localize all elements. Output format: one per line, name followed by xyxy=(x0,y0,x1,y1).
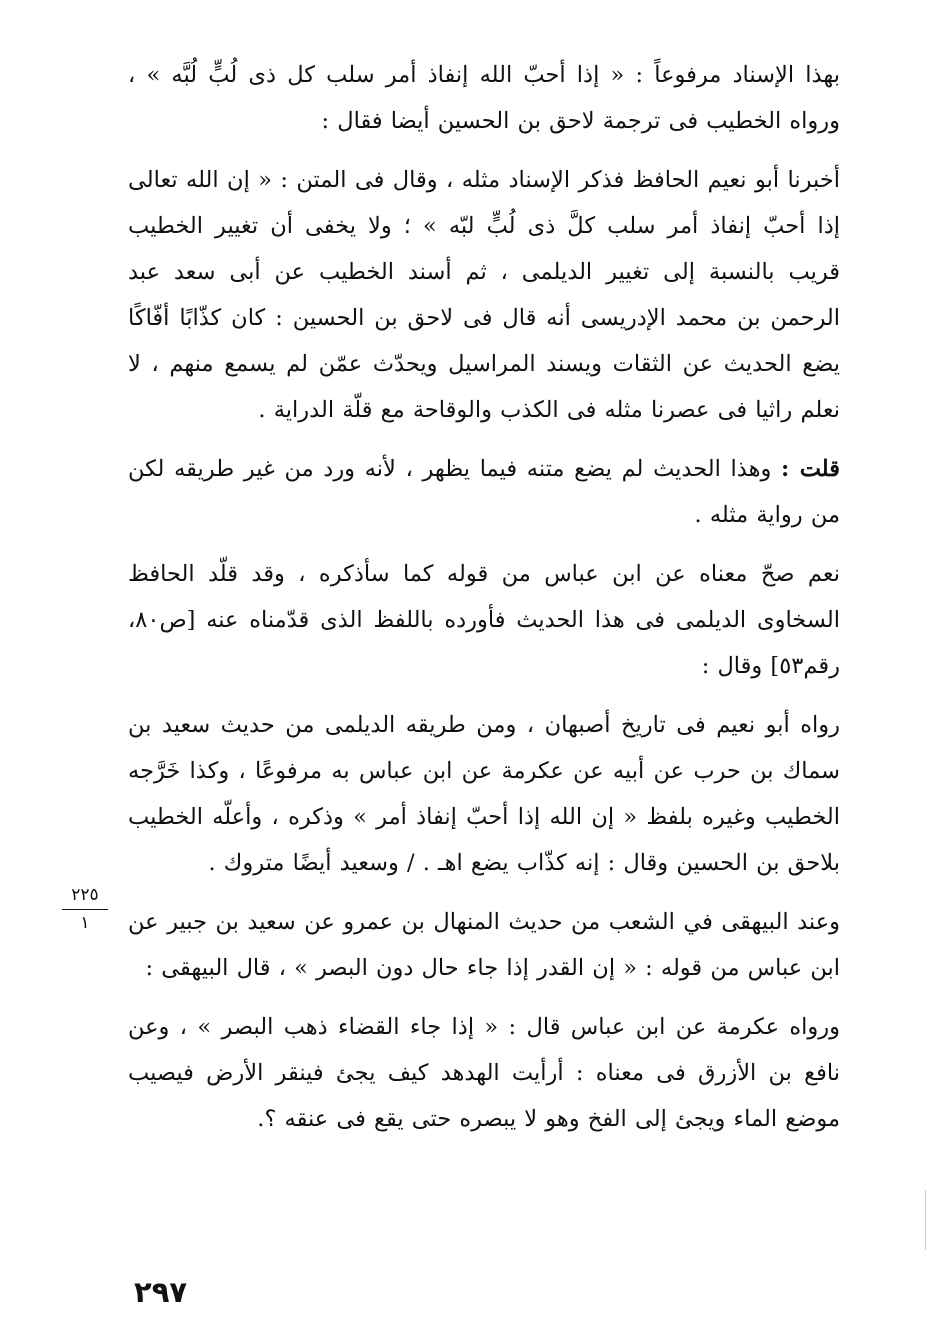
paragraph-text: وعند البيهقى في الشعب من حديث المنهال بن عمرو عن سعيد بن جبير عن ابن عباس من قوله : « إن القدر إذا جاء حال دون البصر » ، قال البيهقى : xyxy=(128,909,840,981)
margin-reference xyxy=(62,884,108,934)
margin-reference-rule xyxy=(62,909,108,910)
paragraph xyxy=(128,1004,840,1142)
paragraph-text: وهذا الحديث لم يضع متنه فيما يظهر ، لأنه ورد من غير طريقه لكن من رواية مثله . xyxy=(128,456,840,528)
paragraph xyxy=(128,52,840,144)
paragraph-text: بهذا الإسناد مرفوعاً : « إذا أحبّ الله إنفاذ أمر سلب كل ذى لُبٍّ لُبَّه » ، ورواه الخطيب فى ترجمة لاحق بن الحسين أيضا فقال : xyxy=(128,62,840,134)
paragraph-lead: قلت : xyxy=(781,456,840,482)
paragraph xyxy=(128,157,840,433)
paragraph-text: نعم صحّ معناه عن ابن عباس من قوله كما سأذكره ، وقد قلّد الحافظ السخاوى الديلمى فى هذا الحديث فأورده باللفظ الذى قدّمناه عنه [ص٨٠، رقم٥٣] وقال : xyxy=(128,561,840,679)
paragraph-text: أخبرنا أبو نعيم الحافظ فذكر الإسناد مثله ، وقال فى المتن : « إن الله تعالى إذا أحبّ إنفاذ أمر سلب كلَّ ذى لُبٍّ لبّه » ؛ ولا يخفى أن تغيير الخطيب قريب بالنسبة إلى تغيير الديلمى ، ثم أسند الخطيب عن أبى سعد عبد الرحمن بن محمد الإدريسى أنه قال فى لاحق بن الحسين : كان كذّابًا أفّاكًا يضع الحديث عن الثقات ويسند المراسيل ويحدّث عمّن لم يسمع منهم ، لا نعلم راثيا فى عصرنا مثله فى الكذب والوقاحة مع قلّة الدراية . xyxy=(128,167,840,423)
paragraph xyxy=(128,899,840,991)
paragraph xyxy=(128,446,840,538)
margin-reference-top: ٢٢٥ xyxy=(71,885,99,905)
paragraph-text: ورواه عكرمة عن ابن عباس قال : « إذا جاء القضاء ذهب البصر » ، وعن نافع بن الأزرق فى معناه : أرأيت الهدهد كيف يجئ فينقر الأرض فيصيب موضع الماء ويجئ إلى الفخ وهو لا يبصره حتى يقع فى عنقه ؟. xyxy=(128,1014,840,1132)
paragraph xyxy=(128,702,840,886)
paragraph xyxy=(128,551,840,689)
scan-edge-line xyxy=(925,1190,926,1250)
margin-reference-bottom: ١ xyxy=(80,913,90,933)
paragraph-text: رواه أبو نعيم فى تاريخ أصبهان ، ومن طريقه الديلمى من حديث سعيد بن سماك بن حرب عن أبيه عن عكرمة عن ابن عباس به مرفوعًا ، وكذا خَرَّجه الخطيب وغيره بلفظ « إن الله إذا أحبّ إنفاذ أمر » وذكره ، وأعلّه الخطيب بلاحق بن الحسين وقال : إنه كذّاب يضع اهـ . / وسعيد أيضًا متروك . xyxy=(128,712,840,876)
main-text-block xyxy=(128,52,840,1155)
page-number: ٢٩٧ xyxy=(134,1275,188,1309)
